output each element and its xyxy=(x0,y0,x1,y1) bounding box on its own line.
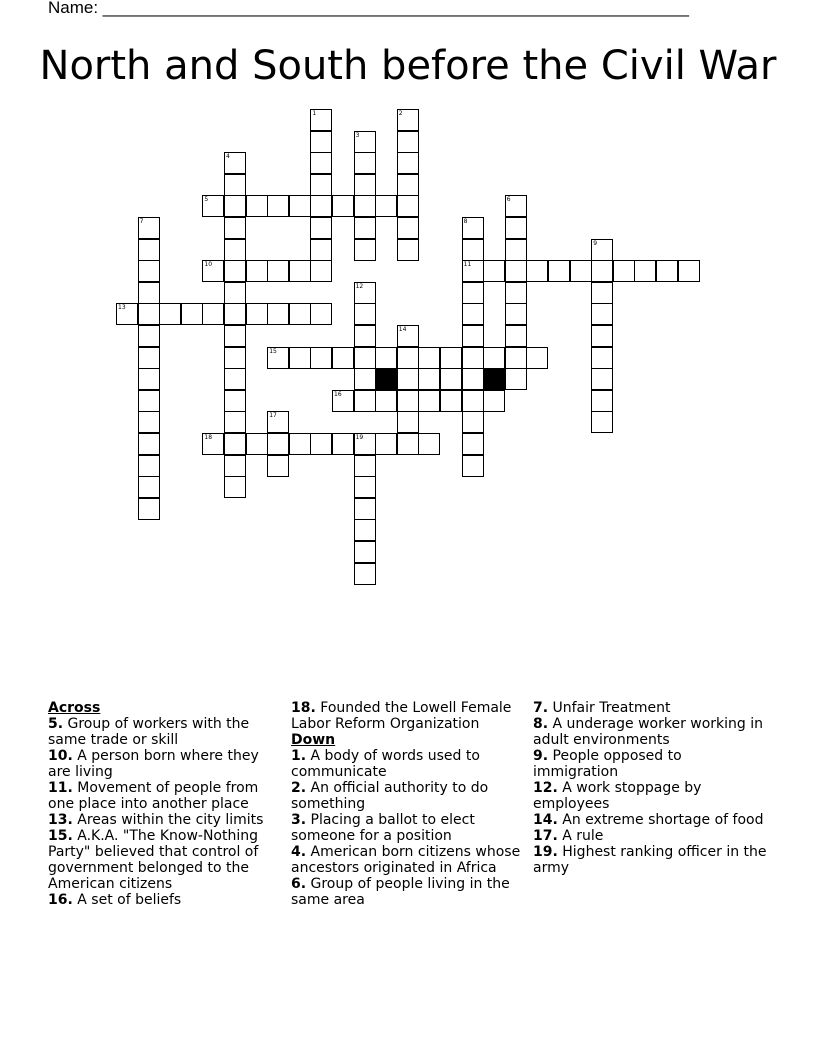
crossword-cell[interactable] xyxy=(289,195,311,217)
crossword-cell[interactable] xyxy=(138,325,160,347)
clue-item-text: People opposed to immigration xyxy=(533,748,682,780)
crossword-cell[interactable] xyxy=(332,390,354,412)
clue-item-number: 4. xyxy=(291,844,307,860)
crossword-cell[interactable] xyxy=(267,411,289,433)
clue-item xyxy=(48,748,278,780)
clues-column-1 xyxy=(48,700,278,908)
clue-item-number: 18. xyxy=(291,700,316,716)
clue-item-number: 8. xyxy=(533,716,549,732)
clue-item-number: 11. xyxy=(48,780,73,796)
crossword-cell[interactable] xyxy=(202,433,224,455)
crossword-cell[interactable] xyxy=(224,411,246,433)
crossword-cell[interactable] xyxy=(462,282,484,304)
crossword-cell[interactable] xyxy=(591,347,613,369)
clue-number: 15 xyxy=(269,347,277,355)
clue-number: 9 xyxy=(593,239,598,247)
crossword-cell[interactable] xyxy=(505,260,527,282)
crossword-cell[interactable] xyxy=(397,109,419,131)
crossword-cell[interactable] xyxy=(289,260,311,282)
crossword-cell[interactable] xyxy=(462,433,484,455)
clue-item-number: 2. xyxy=(291,780,307,796)
crossword-cell[interactable] xyxy=(375,433,397,455)
crossword-cell[interactable] xyxy=(591,368,613,390)
crossword-cell[interactable] xyxy=(202,195,224,217)
clue-item-text: A rule xyxy=(557,828,604,844)
clue-item-number: 14. xyxy=(533,812,558,828)
crossword-cell[interactable] xyxy=(505,347,527,369)
clue-item xyxy=(48,892,278,908)
clue-item-text: Highest ranking officer in the army xyxy=(533,844,767,876)
crossword-cell[interactable] xyxy=(224,368,246,390)
clue-number: 12 xyxy=(355,282,364,290)
crossword-cell[interactable] xyxy=(246,433,268,455)
crossword-cell[interactable] xyxy=(246,303,268,325)
crossword-cell[interactable] xyxy=(591,239,613,261)
clue-item xyxy=(533,748,768,780)
crossword-cell[interactable] xyxy=(354,282,376,304)
crossword-cell[interactable] xyxy=(375,347,397,369)
clue-number: 7 xyxy=(139,218,144,225)
crossword-cell[interactable] xyxy=(397,390,419,412)
crossword-block xyxy=(375,368,397,390)
clue-number: 2 xyxy=(398,110,403,117)
crossword-cell[interactable] xyxy=(505,368,527,390)
crossword-cell[interactable] xyxy=(138,411,160,433)
clue-item-text: A work stoppage by employees xyxy=(533,780,702,812)
crossword-cell[interactable] xyxy=(354,303,376,325)
crossword-cell[interactable] xyxy=(289,303,311,325)
crossword-cell[interactable] xyxy=(289,433,311,455)
crossword-cell[interactable] xyxy=(138,303,160,325)
clue-item xyxy=(533,844,768,876)
crossword-cell[interactable] xyxy=(462,455,484,477)
crossword-cell[interactable] xyxy=(548,260,570,282)
clue-item xyxy=(291,748,521,780)
clue-item xyxy=(48,780,278,812)
crossword-cell[interactable] xyxy=(310,109,332,131)
crossword-cell[interactable] xyxy=(332,433,354,455)
crossword-cell[interactable] xyxy=(224,347,246,369)
crossword-cell[interactable] xyxy=(224,152,246,174)
clue-number: 6 xyxy=(506,196,511,204)
crossword-cell[interactable] xyxy=(354,347,376,369)
crossword-cell[interactable] xyxy=(310,347,332,369)
crossword-cell[interactable] xyxy=(354,368,376,390)
clue-number: 19 xyxy=(355,434,364,441)
clue-item-number: 10. xyxy=(48,748,73,764)
crossword-cell[interactable] xyxy=(332,195,354,217)
clue-number: 13 xyxy=(118,304,126,312)
crossword-cell[interactable] xyxy=(591,411,613,433)
clue-item xyxy=(291,700,521,732)
crossword-cell[interactable] xyxy=(224,476,246,498)
clue-item-number: 16. xyxy=(48,892,73,908)
clue-item-text: Group of workers with the same trade or skill xyxy=(48,716,250,748)
crossword-cell[interactable] xyxy=(224,239,246,261)
crossword-cell[interactable] xyxy=(310,260,332,282)
crossword-cell[interactable] xyxy=(440,368,462,390)
clue-item-text: A.K.A. "The Know-Nothing Party" believed that control of government belonged to the American citizens xyxy=(48,828,259,892)
crossword-cell[interactable] xyxy=(138,368,160,390)
crossword-cell[interactable] xyxy=(354,455,376,477)
crossword-cell[interactable] xyxy=(224,325,246,347)
crossword-cell[interactable] xyxy=(354,325,376,347)
crossword-cell[interactable] xyxy=(202,260,224,282)
crossword-cell[interactable] xyxy=(505,303,527,325)
down-heading: Down xyxy=(291,732,336,748)
crossword-cell[interactable] xyxy=(224,174,246,196)
crossword-cell[interactable] xyxy=(354,152,376,174)
crossword-cell[interactable] xyxy=(181,303,203,325)
crossword-cell[interactable] xyxy=(397,152,419,174)
crossword-cell[interactable] xyxy=(246,260,268,282)
clue-item xyxy=(533,812,768,828)
name-field-label: Name: ______________________________________________________________ xyxy=(48,0,689,17)
clue-item-text: Movement of people from one place into another place xyxy=(48,780,259,812)
crossword-cell[interactable] xyxy=(138,347,160,369)
crossword-cell[interactable] xyxy=(397,195,419,217)
clue-number: 4 xyxy=(226,153,230,161)
crossword-cell[interactable] xyxy=(591,282,613,304)
crossword-cell[interactable] xyxy=(375,390,397,412)
page-title: North and South before the Civil War xyxy=(39,43,777,89)
crossword-cell[interactable] xyxy=(418,347,440,369)
crossword-cell[interactable] xyxy=(591,390,613,412)
crossword-cell[interactable] xyxy=(397,325,419,347)
clue-item-text: American born citizens whose ancestors originated in Africa xyxy=(291,844,521,876)
clue-item-number: 1. xyxy=(291,748,307,764)
crossword-cell[interactable] xyxy=(310,217,332,239)
crossword-cell[interactable] xyxy=(354,195,376,217)
crossword-cell[interactable] xyxy=(505,195,527,217)
crossword-cell[interactable] xyxy=(224,433,246,455)
clue-item-text: A person born where they are living xyxy=(48,748,259,780)
crossword-cell[interactable] xyxy=(462,347,484,369)
crossword-cell[interactable] xyxy=(440,347,462,369)
clue-item-text: Unfair Treatment xyxy=(548,700,671,716)
crossword-cell[interactable] xyxy=(224,217,246,239)
crossword-cell[interactable] xyxy=(354,563,376,585)
crossword-cell[interactable] xyxy=(354,433,376,455)
crossword-cell[interactable] xyxy=(505,325,527,347)
crossword-cell[interactable] xyxy=(310,433,332,455)
crossword-cell[interactable] xyxy=(462,260,484,282)
clue-item-number: 6. xyxy=(291,876,307,892)
crossword-cell[interactable] xyxy=(310,174,332,196)
clue-item xyxy=(291,876,521,908)
crossword-cell[interactable] xyxy=(483,260,505,282)
crossword-cell[interactable] xyxy=(267,195,289,217)
crossword-cell[interactable] xyxy=(354,476,376,498)
crossword-cell[interactable] xyxy=(656,260,678,282)
crossword-cell[interactable] xyxy=(354,239,376,261)
clue-number: 1 xyxy=(312,110,317,117)
crossword-cell[interactable] xyxy=(505,239,527,261)
across-heading: Across xyxy=(48,700,101,716)
crossword-cell[interactable] xyxy=(397,131,419,153)
crossword-cell[interactable] xyxy=(138,390,160,412)
crossword-cell[interactable] xyxy=(505,282,527,304)
crossword-cell[interactable] xyxy=(613,260,635,282)
crossword-block xyxy=(483,368,505,390)
clue-item-text: An extreme shortage of food xyxy=(557,812,764,828)
crossword-cell[interactable] xyxy=(267,260,289,282)
crossword-cell[interactable] xyxy=(440,390,462,412)
clue-item-text: A underage worker working in adult environments xyxy=(533,716,764,748)
crossword-cell[interactable] xyxy=(397,411,419,433)
crossword-cell[interactable] xyxy=(224,390,246,412)
crossword-cell[interactable] xyxy=(354,541,376,563)
crossword-cell[interactable] xyxy=(159,303,181,325)
clue-number: 3 xyxy=(355,131,360,139)
crossword-cell[interactable] xyxy=(397,217,419,239)
crossword-cell[interactable] xyxy=(526,260,548,282)
crossword-cell[interactable] xyxy=(634,260,656,282)
crossword-cell[interactable] xyxy=(397,239,419,261)
clues-column-2 xyxy=(291,700,521,908)
clue-item-text: Group of people living in the same area xyxy=(291,876,510,908)
crossword-cell[interactable] xyxy=(462,368,484,390)
clue-item-text: Placing a ballot to elect someone for a position xyxy=(291,812,475,844)
crossword-cell[interactable] xyxy=(397,368,419,390)
crossword-cell[interactable] xyxy=(138,239,160,261)
clue-item-text: Areas within the city limits xyxy=(72,812,264,828)
crossword-cell[interactable] xyxy=(138,282,160,304)
crossword-cell[interactable] xyxy=(570,260,592,282)
crossword-cell[interactable] xyxy=(138,498,160,520)
clue-item xyxy=(533,828,768,844)
crossword-cell[interactable] xyxy=(483,347,505,369)
crossword-cell[interactable] xyxy=(310,239,332,261)
clues-column-3 xyxy=(533,700,768,876)
crossword-cell[interactable] xyxy=(138,217,160,239)
crossword-cell[interactable] xyxy=(397,347,419,369)
clue-number: 18 xyxy=(204,434,213,441)
clue-item xyxy=(533,780,768,812)
crossword-cell[interactable] xyxy=(246,195,268,217)
clue-item-number: 7. xyxy=(533,700,549,716)
clue-item xyxy=(291,780,521,812)
clue-item xyxy=(48,716,278,748)
clue-item-number: 9. xyxy=(533,748,549,764)
crossword-cell[interactable] xyxy=(462,239,484,261)
clue-item xyxy=(48,828,278,892)
crossword-cell[interactable] xyxy=(289,347,311,369)
crossword-cell[interactable] xyxy=(483,390,505,412)
clue-number: 11 xyxy=(463,261,472,269)
clue-item xyxy=(48,812,278,828)
crossword-cell[interactable] xyxy=(418,368,440,390)
clue-item-text: An official authority to do something xyxy=(291,780,489,812)
clue-number: 17 xyxy=(269,412,277,420)
crossword-cell[interactable] xyxy=(462,303,484,325)
clue-number: 14 xyxy=(398,326,407,333)
crossword-cell[interactable] xyxy=(138,260,160,282)
crossword-cell[interactable] xyxy=(310,152,332,174)
crossword-cell[interactable] xyxy=(591,260,613,282)
crossword-cell[interactable] xyxy=(678,260,700,282)
crossword-cell[interactable] xyxy=(267,433,289,455)
clue-item xyxy=(533,716,768,748)
clue-item xyxy=(291,812,521,844)
clue-item-number: 15. xyxy=(48,828,73,844)
clue-number: 16 xyxy=(334,390,342,398)
clue-item-text: A set of beliefs xyxy=(72,892,182,908)
clue-item-number: 12. xyxy=(533,780,558,796)
crossword-cell[interactable] xyxy=(138,476,160,498)
crossword-cell[interactable] xyxy=(462,411,484,433)
crossword-cell[interactable] xyxy=(138,433,160,455)
clue-number: 10 xyxy=(204,261,213,269)
crossword-cell[interactable] xyxy=(224,195,246,217)
crossword-cell[interactable] xyxy=(202,303,224,325)
crossword-cell[interactable] xyxy=(505,217,527,239)
crossword-cell[interactable] xyxy=(310,303,332,325)
crossword-cell[interactable] xyxy=(224,303,246,325)
crossword-cell[interactable] xyxy=(354,390,376,412)
crossword-cell[interactable] xyxy=(224,282,246,304)
clue-item-number: 13. xyxy=(48,812,73,828)
crossword-cell[interactable] xyxy=(354,131,376,153)
crossword-cell[interactable] xyxy=(354,519,376,541)
crossword-cell[interactable] xyxy=(354,498,376,520)
crossword-cell[interactable] xyxy=(332,347,354,369)
crossword-cell[interactable] xyxy=(462,217,484,239)
clue-item-number: 19. xyxy=(533,844,558,860)
clue-item-number: 17. xyxy=(533,828,558,844)
crossword-cell[interactable] xyxy=(224,455,246,477)
crossword-cell[interactable] xyxy=(375,195,397,217)
crossword-cell[interactable] xyxy=(267,455,289,477)
clue-number: 8 xyxy=(463,218,468,225)
crossword-cell[interactable] xyxy=(267,303,289,325)
clue-item-number: 3. xyxy=(291,812,307,828)
crossword-cell[interactable] xyxy=(418,433,440,455)
clue-number: 5 xyxy=(204,196,209,204)
clue-item xyxy=(533,700,768,716)
crossword-cell[interactable] xyxy=(310,195,332,217)
crossword-cell[interactable] xyxy=(116,303,138,325)
crossword-cell[interactable] xyxy=(591,325,613,347)
clue-item xyxy=(291,844,521,876)
crossword-cell[interactable] xyxy=(138,455,160,477)
crossword-cell[interactable] xyxy=(462,325,484,347)
clue-item-text: A body of words used to communicate xyxy=(291,748,480,780)
clue-item-number: 5. xyxy=(48,716,64,732)
crossword-cell[interactable] xyxy=(310,131,332,153)
crossword-cell[interactable] xyxy=(462,390,484,412)
crossword-cell[interactable] xyxy=(526,347,548,369)
crossword-cell[interactable] xyxy=(418,390,440,412)
crossword-cell[interactable] xyxy=(267,347,289,369)
clue-item-text: Founded the Lowell Female Labor Reform Organization xyxy=(291,700,512,732)
crossword-cell[interactable] xyxy=(397,433,419,455)
crossword-cell[interactable] xyxy=(354,174,376,196)
crossword-cell[interactable] xyxy=(224,260,246,282)
crossword-cell[interactable] xyxy=(397,174,419,196)
crossword-cell[interactable] xyxy=(354,217,376,239)
crossword-cell[interactable] xyxy=(591,303,613,325)
